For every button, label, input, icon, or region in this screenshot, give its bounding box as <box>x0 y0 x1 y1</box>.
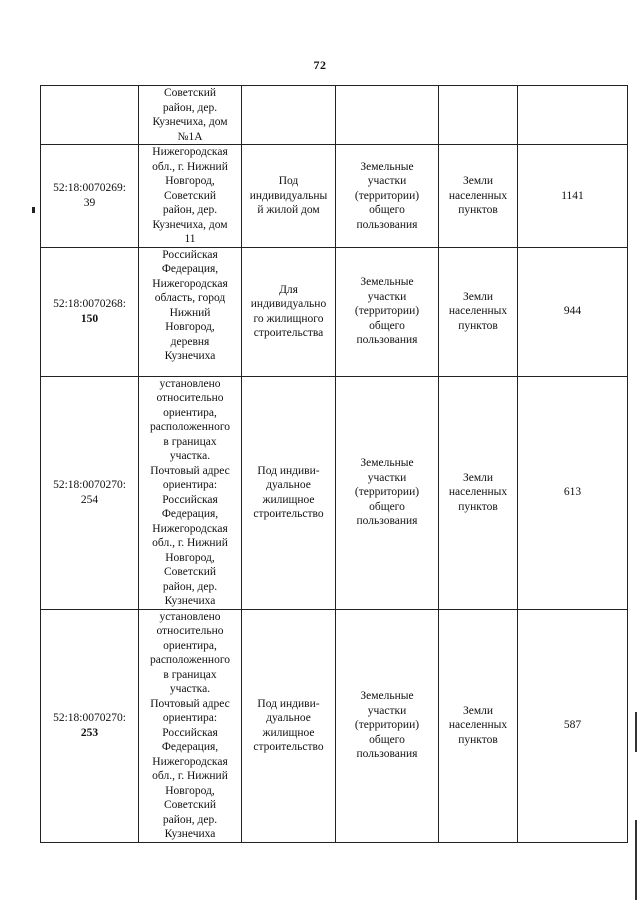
table-row <box>41 376 628 609</box>
permitted-use-line: индивидуальны <box>249 189 328 202</box>
land-category-line: общего <box>369 204 405 216</box>
address-line: Нижегородская <box>152 277 228 290</box>
cadastral-suffix: 253 <box>80 726 99 739</box>
land-category-cell <box>336 145 439 248</box>
land-type-cell <box>439 247 518 376</box>
cadastral-number-cell <box>41 86 139 145</box>
address-line: в границах <box>163 668 217 681</box>
land-category-cell <box>336 86 439 145</box>
address-line: Нижегородская <box>152 146 228 158</box>
land-category-cell <box>336 376 439 609</box>
scan-edge-bar <box>635 820 637 900</box>
permitted-use-line: Под <box>278 175 299 187</box>
address-line: Новгород, <box>165 321 215 333</box>
address-line: Российская <box>162 726 218 739</box>
address-line: Почтовый адрес <box>150 697 230 710</box>
address-line: Российская <box>162 248 218 261</box>
land-plots-table <box>40 85 628 843</box>
permitted-use-line: дуальное <box>266 479 311 491</box>
address-cell <box>139 86 242 145</box>
permitted-use-cell <box>242 145 336 248</box>
land-category-cell <box>336 609 439 842</box>
address-line: Кузнечиха <box>164 595 216 607</box>
land-category-line: (территории) <box>354 189 420 202</box>
address-line: относительно <box>156 392 224 404</box>
area-cell <box>518 247 628 376</box>
cadastral-suffix: 150 <box>80 312 99 325</box>
address-line: Советский <box>163 566 217 578</box>
area-value: 944 <box>563 305 582 318</box>
land-category-cell <box>336 247 439 376</box>
address-line: Нижегородская <box>152 755 228 768</box>
land-type-line: Земли <box>462 175 494 187</box>
land-category-line: участки <box>367 290 407 303</box>
cadastral-number-cell <box>41 247 139 376</box>
land-category-line: Земельные <box>360 690 414 703</box>
address-line: Советский <box>163 87 217 99</box>
land-category-line: участки <box>367 471 407 484</box>
land-type-line: Земли <box>462 471 494 484</box>
scan-mark <box>32 207 35 213</box>
permitted-use-line: Для <box>279 283 298 296</box>
address-line: 11 <box>184 233 196 245</box>
land-type-line: пунктов <box>458 500 498 513</box>
land-type-cell <box>439 609 518 842</box>
area-value: 587 <box>563 719 582 732</box>
land-type-line: пунктов <box>458 204 498 216</box>
address-line: относительно <box>156 625 224 637</box>
land-type-cell <box>439 376 518 609</box>
address-line: Федерация, <box>161 741 219 753</box>
land-type-cell <box>439 145 518 248</box>
address-line: ориентира, <box>163 406 217 419</box>
address-line: район, дер. <box>162 204 218 216</box>
land-type-line: пунктов <box>458 319 498 332</box>
area-value: 1141 <box>561 189 584 202</box>
permitted-use-line: Под индиви- <box>257 464 320 477</box>
permitted-use-line: жилищное <box>262 493 315 506</box>
table-row <box>41 86 628 145</box>
cadastral-suffix: 39 <box>83 196 96 209</box>
address-line: участка. <box>169 450 211 462</box>
address-line: Советский <box>163 799 217 811</box>
permitted-use-line: строительства <box>253 327 324 339</box>
permitted-use-line: го жилищного <box>253 312 324 325</box>
permitted-use-cell <box>242 376 336 609</box>
permitted-use-line: Под индиви- <box>257 697 320 710</box>
land-category-line: (территории) <box>354 719 420 732</box>
permitted-use-line: строительство <box>253 741 324 753</box>
address-line: обл., г. Нижний <box>152 770 228 782</box>
address-line: Кузнечиха <box>164 828 216 840</box>
land-category-line: участки <box>367 175 407 187</box>
table-row <box>41 145 628 248</box>
address-line: Советский <box>163 189 217 202</box>
land-category-line: Земельные <box>360 160 414 173</box>
address-line: установлено <box>159 610 221 623</box>
land-category-line: пользования <box>356 748 418 761</box>
address-line: Российская <box>162 493 218 506</box>
address-cell <box>139 609 242 842</box>
land-type-line: населенных <box>448 486 508 499</box>
permitted-use-cell <box>242 86 336 145</box>
land-category-line: пользования <box>356 218 418 231</box>
address-line: Новгород, <box>165 784 215 797</box>
address-line: в границах <box>163 435 217 448</box>
permitted-use-line: индивидуально <box>250 298 327 310</box>
table-row <box>41 609 628 842</box>
address-line: Федерация, <box>161 508 219 520</box>
land-type-cell <box>439 86 518 145</box>
address-line: ориентира: <box>162 712 218 724</box>
land-category-line: пользования <box>356 515 418 528</box>
address-line: Новгород, <box>165 175 215 187</box>
address-line: область, город <box>154 292 226 304</box>
address-line: расположенного <box>149 654 231 666</box>
area-cell <box>518 86 628 145</box>
land-category-line: пользования <box>356 334 418 347</box>
address-line: Кузнечиха, дом <box>152 116 228 128</box>
address-line: Почтовый адрес <box>150 464 230 477</box>
land-type-line: населенных <box>448 189 508 202</box>
land-category-line: участки <box>367 704 407 717</box>
area-cell <box>518 609 628 842</box>
address-cell <box>139 376 242 609</box>
land-category-line: общего <box>369 319 405 332</box>
cadastral-number-cell <box>41 609 139 842</box>
area-value: 613 <box>563 486 582 499</box>
address-line: район, дер. <box>162 101 218 114</box>
address-line: ориентира, <box>163 639 217 652</box>
cadastral-number-cell <box>41 376 139 609</box>
address-line: обл., г. Нижний <box>152 160 228 173</box>
cadastral-prefix: 52:18:0070270: <box>53 479 126 491</box>
address-line: район, дер. <box>162 813 218 826</box>
address-line: Федерация, <box>161 263 219 275</box>
page-number: 72 <box>313 58 327 72</box>
land-type-line: населенных <box>448 305 508 318</box>
address-line: участка. <box>169 683 211 695</box>
area-cell <box>518 145 628 248</box>
table-row <box>41 247 628 376</box>
land-category-line: (территории) <box>354 486 420 499</box>
address-line: обл., г. Нижний <box>152 537 228 549</box>
land-category-line: общего <box>369 500 405 513</box>
land-category-line: Земельные <box>360 276 414 289</box>
land-type-line: Земли <box>462 704 494 717</box>
land-type-line: населенных <box>448 719 508 732</box>
address-line: Новгород, <box>165 551 215 564</box>
land-category-line: общего <box>369 733 405 746</box>
cadastral-suffix: 254 <box>80 493 99 506</box>
address-line: ориентира: <box>162 479 218 491</box>
permitted-use-line: строительство <box>253 508 324 520</box>
address-line: расположенного <box>149 421 231 433</box>
cadastral-prefix: 52:18:0070268: <box>53 298 126 310</box>
permitted-use-cell <box>242 247 336 376</box>
permitted-use-cell <box>242 609 336 842</box>
cadastral-number-cell <box>41 145 139 248</box>
scan-edge-bar <box>635 712 637 752</box>
address-line: Нижегородская <box>152 522 228 535</box>
land-type-line: Земли <box>462 290 494 303</box>
address-line: №1А <box>177 130 203 143</box>
address-line: деревня <box>170 335 210 348</box>
address-line: Кузнечиха <box>164 350 216 362</box>
address-cell <box>139 247 242 376</box>
permitted-use-line: жилищное <box>262 726 315 739</box>
address-line: Нижний <box>169 306 211 319</box>
address-line: Кузнечиха, дом <box>152 218 228 231</box>
permitted-use-line: дуальное <box>266 712 311 724</box>
cadastral-prefix: 52:18:0070270: <box>53 712 126 724</box>
land-category-line: Земельные <box>360 457 414 470</box>
address-line: район, дер. <box>162 580 218 593</box>
area-cell <box>518 376 628 609</box>
address-line: установлено <box>159 377 221 390</box>
cadastral-prefix: 52:18:0070269: <box>53 182 126 195</box>
land-type-line: пунктов <box>458 733 498 746</box>
address-cell <box>139 145 242 248</box>
permitted-use-line: й жилой дом <box>257 204 320 216</box>
land-category-line: (территории) <box>354 305 420 318</box>
